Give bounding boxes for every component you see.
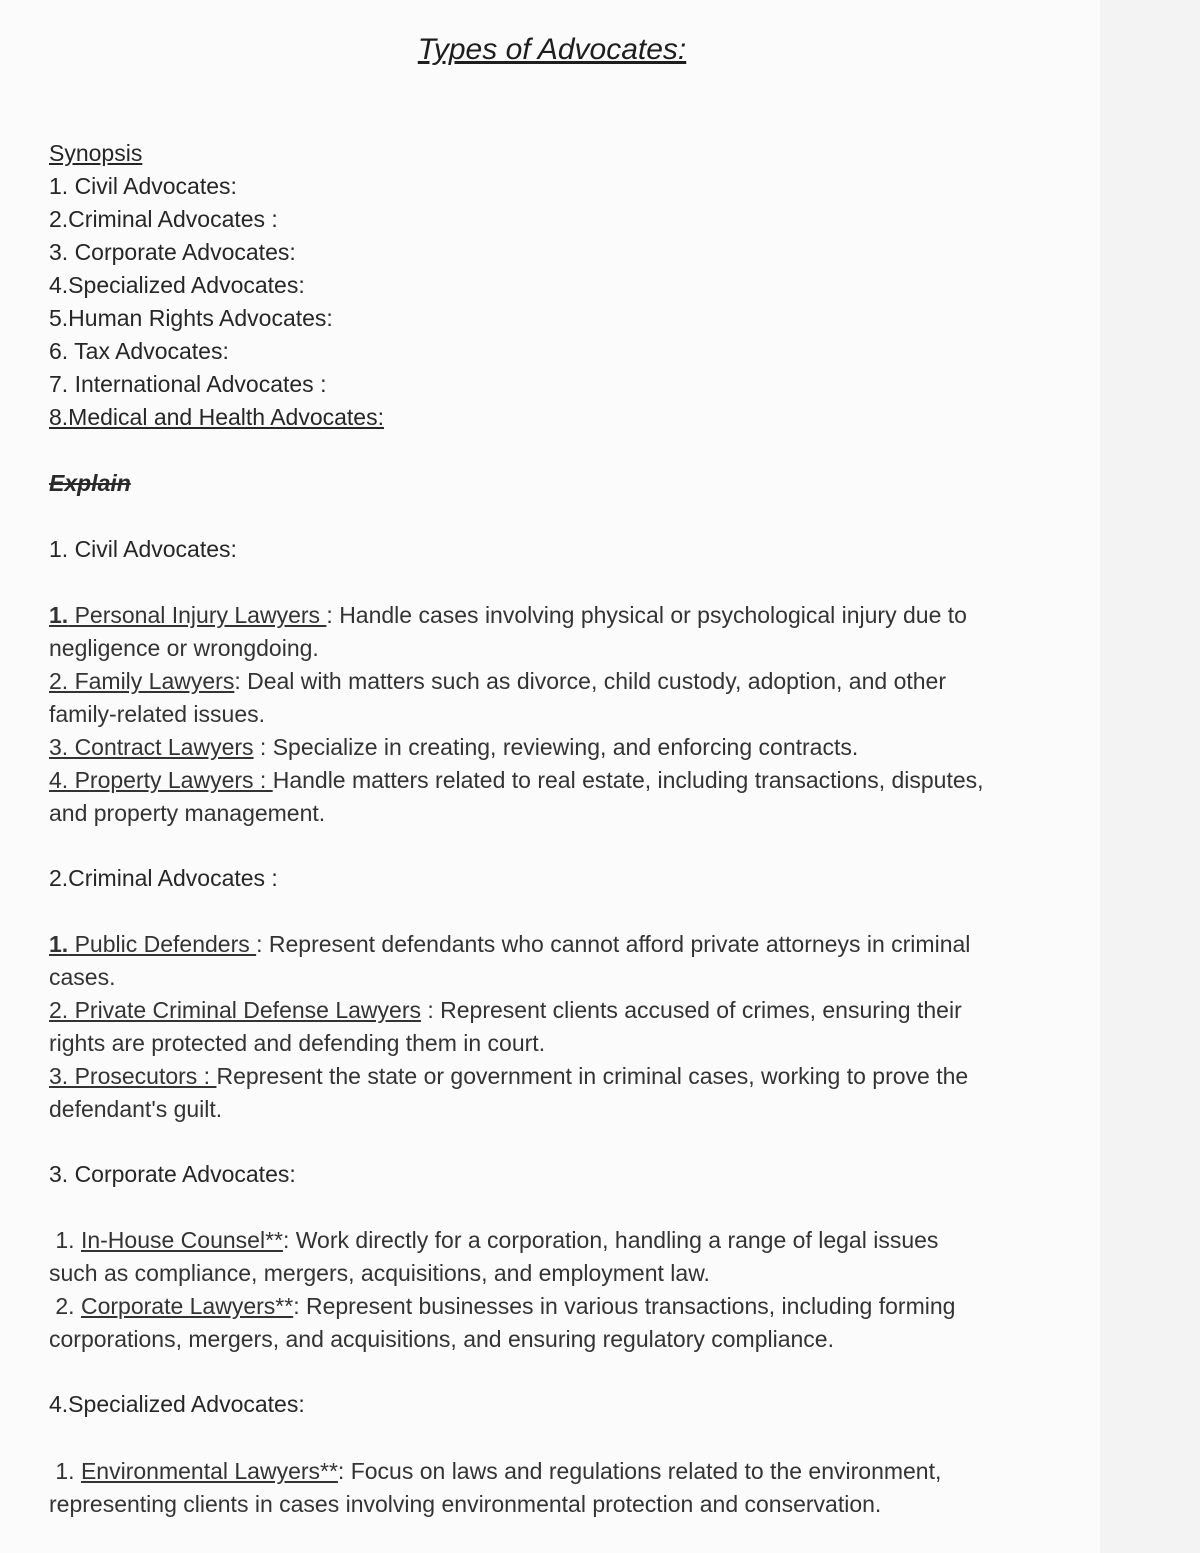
item-desc: : Handle cases involving physical or psychological injury due to	[326, 602, 967, 628]
civil-item-2	[49, 665, 1049, 698]
civil-item-2-cont: family-related issues.	[49, 701, 266, 727]
item-number: 1.	[49, 602, 69, 628]
item-name: Personal Injury Lawyers	[68, 602, 327, 628]
section-heading-criminal: 2.Criminal Advocates :	[49, 865, 278, 891]
section-heading-corporate: 3. Corporate Advocates:	[49, 1161, 296, 1187]
item-desc: : Deal with matters such as divorce, child custody, adoption, and other	[234, 668, 946, 694]
criminal-item-3	[49, 1060, 1049, 1093]
item-name: Corporate Lawyers**	[80, 1293, 294, 1319]
section-heading-civil: 1. Civil Advocates:	[49, 536, 237, 562]
synopsis-item: 4.Specialized Advocates:	[49, 272, 305, 298]
civil-item-4	[49, 764, 1049, 797]
specialized-item-1-cont: representing clients in cases involving environmental protection and conservation.	[49, 1491, 882, 1517]
synopsis-item: 3. Corporate Advocates:	[49, 239, 296, 265]
page-title: Types of Advocates:	[417, 33, 687, 66]
synopsis-item: 8.Medical and Health Advocates:	[49, 404, 384, 430]
civil-item-3	[49, 731, 1049, 764]
item-desc: : Focus on laws and regulations related to the environment,	[337, 1458, 942, 1484]
item-number: 1.	[49, 931, 69, 957]
item-desc: : Represent businesses in various transactions, including forming	[293, 1293, 956, 1319]
explain-label: Explain	[49, 470, 131, 496]
item-desc: : Specialize in creating, reviewing, and enforcing contracts.	[253, 734, 859, 760]
synopsis-item: 2.Criminal Advocates :	[49, 206, 278, 232]
corporate-item-1-cont: such as compliance, mergers, acquisitions, and employment law.	[49, 1260, 710, 1286]
specialized-item-1	[49, 1455, 1049, 1488]
criminal-item-1-cont: cases.	[49, 964, 116, 990]
item-name: 3. Contract Lawyers	[49, 734, 254, 760]
page-edge-band	[1100, 0, 1200, 1553]
synopsis-heading: Synopsis	[49, 140, 143, 166]
civil-item-1	[49, 599, 1049, 632]
criminal-item-1	[49, 928, 1049, 961]
item-number: 1.	[49, 1458, 81, 1484]
civil-item-1-cont: negligence or wrongdoing.	[49, 635, 319, 661]
item-desc: Represent the state or government in criminal cases, working to prove the	[216, 1063, 969, 1089]
corporate-item-1	[49, 1224, 1049, 1257]
criminal-item-2	[49, 994, 1049, 1027]
item-desc: : Represent defendants who cannot afford private attorneys in criminal	[256, 931, 971, 957]
item-name: Environmental Lawyers**	[80, 1458, 338, 1484]
synopsis-item: 6. Tax Advocates:	[49, 338, 229, 364]
item-name: 2. Private Criminal Defense Lawyers	[49, 997, 421, 1023]
civil-item-4-cont: and property management.	[49, 800, 326, 826]
section-heading-specialized: 4.Specialized Advocates:	[49, 1391, 305, 1417]
item-name: In-House Counsel**	[80, 1227, 283, 1253]
corporate-item-2-cont: corporations, mergers, and acquisitions, and ensuring regulatory compliance.	[49, 1326, 834, 1352]
corporate-item-2	[49, 1290, 1049, 1323]
item-name: 2. Family Lawyers	[49, 668, 235, 694]
item-name: 4. Property Lawyers :	[49, 767, 273, 793]
item-number: 2.	[49, 1293, 81, 1319]
criminal-item-2-cont: rights are protected and defending them in court.	[49, 1030, 546, 1056]
criminal-item-3-cont: defendant's guilt.	[49, 1096, 223, 1122]
synopsis-item: 5.Human Rights Advocates:	[49, 305, 333, 331]
item-name: Public Defenders	[68, 931, 257, 957]
item-desc: : Work directly for a corporation, handling a range of legal issues	[282, 1227, 939, 1253]
item-name: 3. Prosecutors :	[49, 1063, 217, 1089]
item-desc: Handle matters related to real estate, including transactions, disputes,	[272, 767, 984, 793]
item-desc: : Represent clients accused of crimes, ensuring their	[420, 997, 962, 1023]
item-number: 1.	[49, 1227, 81, 1253]
synopsis-item: 7. International Advocates :	[49, 371, 327, 397]
synopsis-item: 1. Civil Advocates:	[49, 173, 237, 199]
